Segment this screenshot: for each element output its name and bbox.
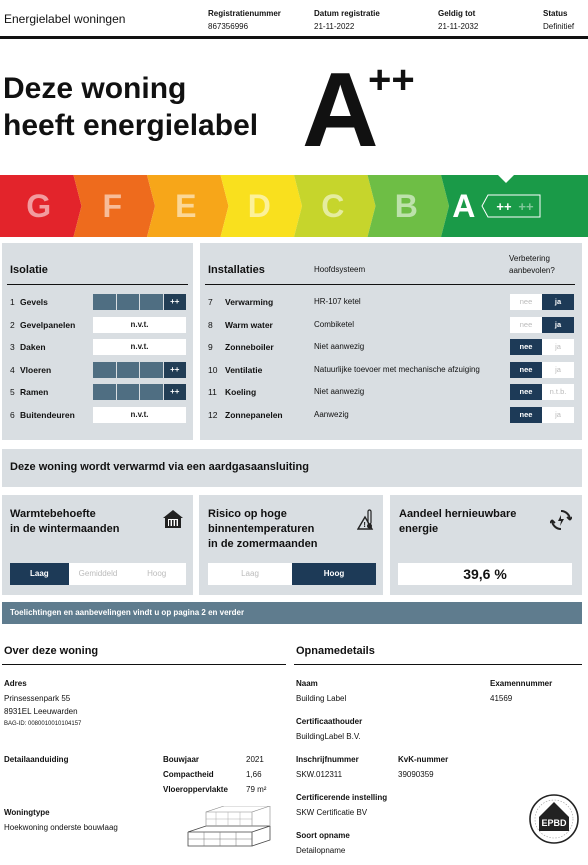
gas-banner-text: Deze woning wordt verwarmd via een aardgasaansluiting bbox=[10, 461, 309, 473]
row-number: 5 bbox=[10, 387, 15, 398]
vloeroppervlakte-label: Vloeroppervlakte bbox=[163, 785, 228, 794]
naam-label: Naam bbox=[296, 679, 318, 688]
level-segment bbox=[93, 362, 116, 378]
adres-label: Adres bbox=[4, 679, 27, 688]
verbetering-ja: n.t.b. bbox=[542, 384, 574, 400]
adres-line1: Prinsessenpark 55 bbox=[4, 694, 71, 703]
hoofdsysteem-value: HR-107 ketel bbox=[314, 297, 361, 306]
row-number: 4 bbox=[10, 364, 15, 375]
installatie-row bbox=[200, 383, 582, 401]
scale-letter-f: F bbox=[102, 188, 123, 224]
house-heating-icon bbox=[162, 509, 184, 529]
row-label: Koeling bbox=[225, 387, 257, 398]
energy-label-scale bbox=[0, 175, 588, 237]
row-number: 9 bbox=[208, 342, 213, 353]
bouwjaar-value: 2021 bbox=[246, 755, 264, 764]
svg-text:!: ! bbox=[363, 522, 366, 529]
row-label: Buitendeuren bbox=[20, 410, 75, 420]
kvk-label: KvK-nummer bbox=[398, 755, 449, 764]
option-hoog: Hoog bbox=[127, 563, 186, 585]
valid-until: Geldig tot 21-11-2032 bbox=[438, 9, 479, 31]
verbetering-ja: ja bbox=[542, 362, 574, 378]
isolatie-divider bbox=[7, 284, 188, 285]
verbetering-nee: nee bbox=[510, 407, 542, 423]
row-number: 3 bbox=[10, 342, 15, 353]
insulation-level-bar bbox=[93, 362, 186, 378]
svg-text:EPBD: EPBD bbox=[541, 818, 567, 828]
epbd-seal-icon bbox=[528, 793, 580, 845]
row-label: Ramen bbox=[20, 387, 49, 398]
scale-letter-e: E bbox=[175, 188, 197, 224]
over-divider bbox=[2, 664, 286, 665]
header-divider bbox=[0, 36, 588, 39]
inschrijfnummer-value: SKW.012311 bbox=[296, 770, 343, 779]
over-title: Over deze woning bbox=[4, 645, 99, 657]
compactheid-label: Compactheid bbox=[163, 770, 214, 779]
row-label: Warm water bbox=[225, 319, 273, 330]
scale-letter-c: C bbox=[321, 188, 345, 224]
gas-banner bbox=[2, 449, 582, 487]
installaties-divider bbox=[205, 284, 575, 285]
soort-opname-value: Detailopname bbox=[296, 846, 346, 855]
insulation-level-bar bbox=[93, 294, 186, 310]
verbetering-ja: ja bbox=[542, 339, 574, 355]
scale-letter-g: G bbox=[26, 188, 52, 224]
hoofdsysteem-value: Natuurlijke toevoer met mechanische afzuiging bbox=[314, 364, 480, 374]
opname-title: Opnamedetails bbox=[296, 645, 375, 657]
warmtebehoefte-panel bbox=[2, 495, 193, 595]
level-segment bbox=[117, 362, 140, 378]
isolatie-row bbox=[2, 406, 193, 424]
hoofdsysteem-value: Niet aanwezig bbox=[314, 342, 365, 352]
installatie-row bbox=[200, 293, 582, 311]
level-segment: ++ bbox=[164, 294, 187, 310]
risico-panel bbox=[199, 495, 383, 595]
option-laag: Laag bbox=[10, 563, 69, 585]
inschrijfnummer-label: Inschrijfnummer bbox=[296, 755, 359, 764]
scale-letter-a: A bbox=[452, 188, 476, 224]
hoofdsysteem-header: Hoofdsysteem bbox=[314, 265, 366, 274]
isolatie-row bbox=[2, 293, 193, 311]
level-segment: ++ bbox=[164, 384, 187, 400]
row-number: 2 bbox=[10, 319, 15, 330]
verbetering-ja: ja bbox=[542, 294, 574, 310]
installaties-title: Installaties bbox=[208, 264, 265, 276]
soort-opname-label: Soort opname bbox=[296, 831, 350, 840]
installatie-row bbox=[200, 361, 582, 379]
insulation-level-bar bbox=[93, 384, 186, 400]
higher-label-plus: ++ bbox=[518, 199, 534, 214]
verbetering-ja: ja bbox=[542, 317, 574, 333]
row-label: Vloeren bbox=[20, 364, 52, 375]
hoofdsysteem-value: Combiketel bbox=[314, 319, 355, 329]
kvk-value: 39090359 bbox=[398, 770, 434, 779]
row-label: Gevels bbox=[20, 297, 48, 307]
hernieuwbaar-value: 39,6 % bbox=[398, 563, 572, 585]
isolatie-row bbox=[2, 383, 193, 401]
registration-number: Registratienummer 867356996 bbox=[208, 9, 281, 31]
installatie-row bbox=[200, 406, 582, 424]
not-applicable-value: n.v.t. bbox=[93, 317, 186, 333]
row-number: 6 bbox=[10, 410, 15, 420]
level-segment bbox=[140, 294, 163, 310]
hoofdsysteem-value: Niet aanwezig bbox=[314, 387, 365, 397]
certificaathouder-value: BuildingLabel B.V. bbox=[296, 732, 361, 741]
examennummer-label: Examennummer bbox=[490, 679, 553, 688]
row-number: 1 bbox=[10, 297, 15, 307]
row-label: Zonnepanelen bbox=[225, 410, 283, 420]
toelichting-text: Toelichtingen en aanbevelingen vindt u op pagina 2 en verder bbox=[10, 608, 245, 617]
row-label: Daken bbox=[20, 342, 46, 353]
isolatie-row bbox=[2, 338, 193, 356]
risico-title: Risico op hoge binnentemperaturen in de zomermaanden bbox=[208, 508, 318, 550]
hero-label: A bbox=[302, 51, 377, 169]
installatie-row bbox=[200, 316, 582, 334]
level-segment bbox=[117, 294, 140, 310]
verbetering-nee: nee bbox=[510, 339, 542, 355]
row-number: 12 bbox=[208, 410, 218, 420]
scale-letter-d: D bbox=[247, 188, 271, 224]
isolatie-row bbox=[2, 361, 193, 379]
document-title: Energielabel woningen bbox=[4, 12, 126, 26]
level-segment bbox=[140, 384, 163, 400]
compactheid-value: 1,66 bbox=[246, 770, 262, 779]
row-label: Verwarming bbox=[225, 297, 274, 307]
row-label: Gevelpanelen bbox=[20, 319, 76, 330]
current-label-plus: ++ bbox=[496, 199, 512, 214]
opname-divider bbox=[294, 664, 582, 665]
bouwjaar-label: Bouwjaar bbox=[163, 755, 200, 764]
status: Status Definitief bbox=[543, 9, 575, 31]
level-segment bbox=[93, 384, 116, 400]
verbetering-ja: ja bbox=[542, 407, 574, 423]
row-number: 11 bbox=[208, 387, 217, 398]
verbetering-nee: nee bbox=[510, 317, 542, 333]
not-applicable-value: n.v.t. bbox=[93, 339, 186, 355]
level-segment bbox=[140, 362, 163, 378]
renewable-energy-icon bbox=[550, 509, 572, 531]
verbetering-nee: nee bbox=[510, 294, 542, 310]
verbetering-nee: nee bbox=[510, 384, 542, 400]
row-number: 8 bbox=[208, 319, 213, 330]
scale-letter-b: B bbox=[394, 188, 418, 224]
row-number: 7 bbox=[208, 297, 213, 307]
isolatie-row bbox=[2, 316, 193, 334]
certificerende-instelling-label: Certificerende instelling bbox=[296, 793, 388, 802]
adres-line2: 8931EL Leeuwarden bbox=[4, 707, 78, 716]
level-segment bbox=[93, 294, 116, 310]
vloeroppervlakte-value: 79 m² bbox=[246, 785, 267, 794]
certificaathouder-label: Certificaathouder bbox=[296, 717, 363, 726]
building-type-icon bbox=[186, 806, 272, 848]
row-label: Zonneboiler bbox=[225, 342, 274, 353]
bag-id: BAG-ID: 0080010010104157 bbox=[4, 721, 82, 727]
woningtype-value: Hoekwoning onderste bouwlaag bbox=[4, 823, 118, 832]
not-applicable-value: n.v.t. bbox=[93, 407, 186, 423]
examennummer-value: 41569 bbox=[490, 694, 513, 703]
hernieuwbaar-title: Aandeel hernieuwbare energie bbox=[399, 508, 517, 535]
level-segment bbox=[117, 384, 140, 400]
level-segment: ++ bbox=[164, 362, 187, 378]
naam-value: Building Label bbox=[296, 694, 347, 703]
thermometer-icon bbox=[357, 509, 375, 531]
detail-label: Detailaanduiding bbox=[4, 755, 69, 764]
isolatie-title: Isolatie bbox=[10, 264, 48, 276]
warmtebehoefte-title: Warmtebehoefte in de wintermaanden bbox=[10, 508, 120, 535]
woningtype-label: Woningtype bbox=[4, 808, 50, 817]
hero-heading: Deze woning heeft energielabel bbox=[3, 72, 259, 142]
registration-date: Datum registratie 21-11-2022 bbox=[314, 9, 380, 31]
verbetering-header: Verbetering aanbevolen? bbox=[509, 254, 555, 275]
certificerende-instelling-value: SKW Certificatie BV bbox=[296, 808, 368, 817]
option-laag: Laag bbox=[208, 563, 292, 585]
installatie-row bbox=[200, 338, 582, 356]
isolatie-panel bbox=[2, 243, 193, 440]
row-label: Ventilatie bbox=[225, 364, 263, 375]
option-hoog: Hoog bbox=[292, 563, 376, 585]
installaties-panel bbox=[200, 243, 582, 440]
option-gemiddeld: Gemiddeld bbox=[69, 563, 128, 585]
toelichting-bar bbox=[2, 602, 582, 624]
hero-label-plus: ++ bbox=[368, 58, 415, 102]
hoofdsysteem-value: Aanwezig bbox=[314, 410, 349, 419]
verbetering-nee: nee bbox=[510, 362, 542, 378]
hernieuwbaar-panel bbox=[390, 495, 582, 595]
row-number: 10 bbox=[208, 364, 218, 375]
